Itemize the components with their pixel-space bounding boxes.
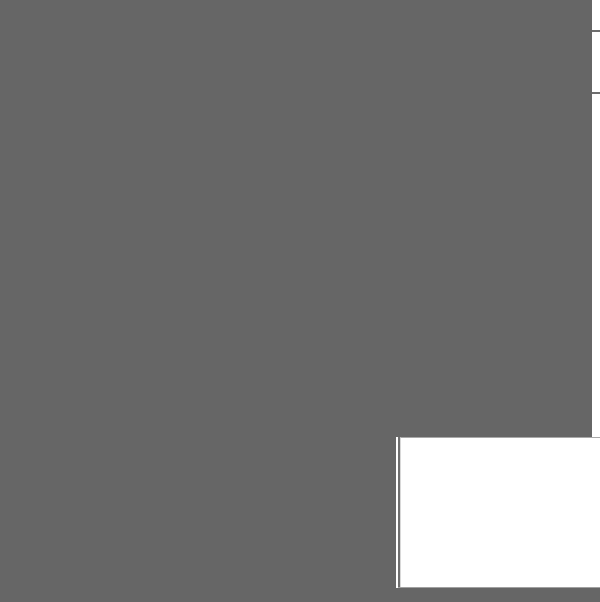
vertical-scrollbar-track[interactable] (592, 0, 600, 437)
popup-body (401, 438, 600, 588)
empty-popup-panel[interactable] (400, 437, 600, 588)
scrollbar-separator-lower (592, 92, 600, 94)
scrollbar-separator-top (592, 30, 600, 32)
popup-bottom-edge (398, 587, 600, 588)
